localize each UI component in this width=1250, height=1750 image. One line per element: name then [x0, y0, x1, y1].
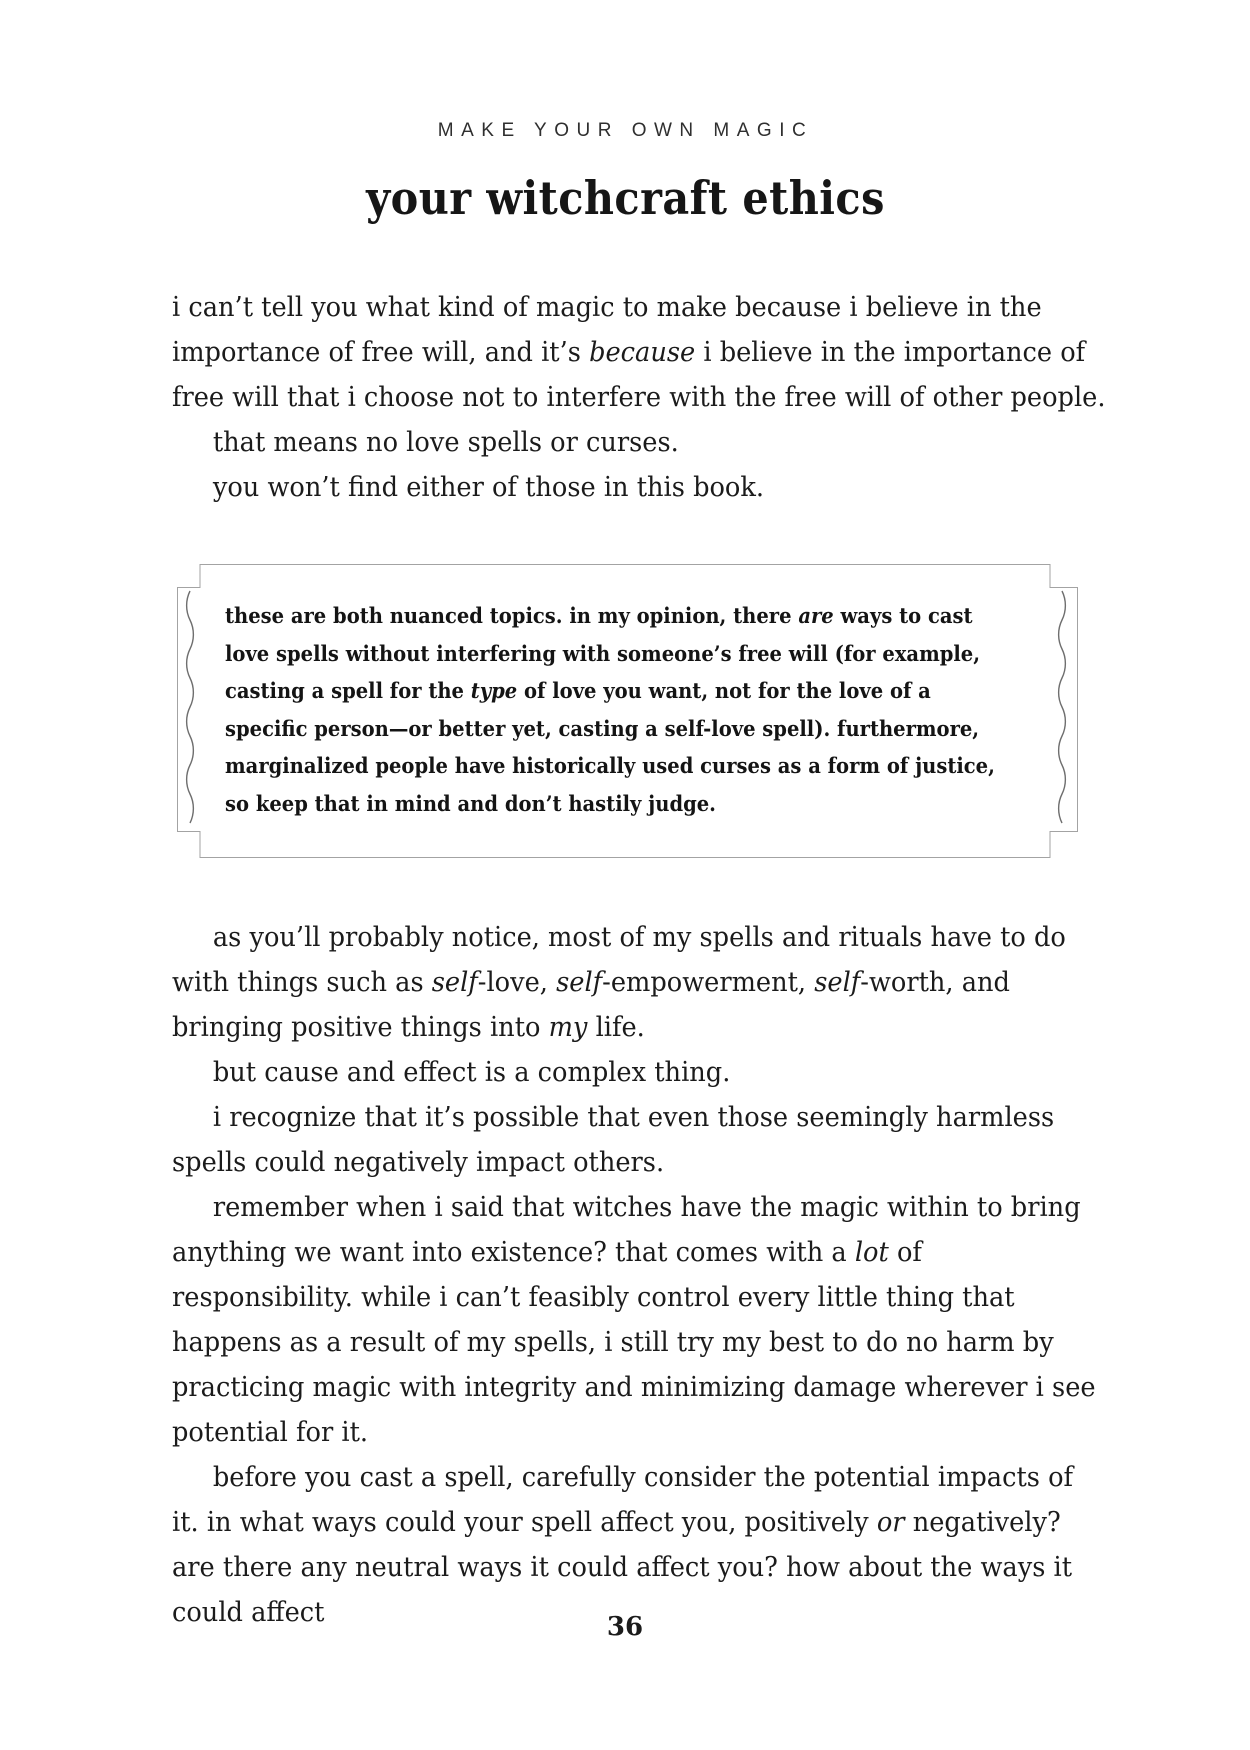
text-run: -love, — [477, 967, 557, 998]
text-run: of responsibility. while i can’t feasibly control every little thing that happens as a result of my spells, i still try my best to do no harm by practicing magic with integrity and minimizing damage wherever i see potential for it. — [172, 1237, 1096, 1448]
italic-text: or — [876, 1507, 905, 1538]
text-run: i can’t tell you what kind of magic to make because i believe in the importance of free will, and it’s — [172, 292, 1042, 368]
italic-text: self — [814, 967, 861, 998]
callout-box — [172, 564, 1107, 858]
text-run: as you’ll probably notice, most of my spells and rituals have to do with things such as — [172, 922, 1066, 998]
text-run: these are both nuanced topics. in my opinion, there — [225, 603, 799, 628]
text-run: -worth, and bringing positive things into — [172, 967, 1010, 1043]
text-run: you won’t find either of those in this book. — [212, 472, 765, 503]
body-paragraph — [172, 1455, 1107, 1635]
text-run: life. — [587, 1012, 645, 1043]
callout-text — [225, 597, 1017, 822]
squiggle-right-decoration — [1059, 591, 1066, 823]
body-paragraph — [172, 285, 1107, 420]
text-run: ways to cast love spells without interfering with someone’s free will (for example, casting a spell for the — [225, 603, 981, 703]
italic-text: type — [470, 678, 518, 703]
body-paragraph — [172, 1095, 1107, 1185]
closing-paragraphs — [172, 915, 1107, 1635]
page-title: your witchcraft ethics — [366, 171, 885, 225]
text-run: -empowerment, — [602, 967, 815, 998]
running-head: MAKE YOUR OWN MAGIC — [437, 120, 814, 141]
body-paragraph — [172, 1050, 1107, 1095]
text-run: i recognize that it’s possible that even those seemingly harmless spells could negatively impact others. — [172, 1102, 1055, 1178]
italic-text: because — [589, 337, 696, 368]
italic-text: self — [431, 967, 478, 998]
text-run: before you cast a spell, carefully consider the potential impacts of it. in what ways could your spell affect you, positively — [172, 1462, 1074, 1538]
text-run: but cause and effect is a complex thing. — [212, 1057, 731, 1088]
italic-text: lot — [854, 1237, 889, 1268]
text-run: that means no love spells or curses. — [212, 427, 679, 458]
text-run: of love you want, not for the love of a specific person—or better yet, casting a self-love spell). furthermore, marginalized people have historically used curses as a form of justice, so keep that in mind and don’t hastily judge. — [225, 678, 995, 816]
text-run: negatively? are there any neutral ways it could affect you? how about the ways it could affect — [172, 1507, 1073, 1628]
body-paragraph — [172, 915, 1107, 1050]
text-run: i believe in the importance of free will that i choose not to interfere with the free will of other people. — [172, 337, 1106, 413]
page-number: 36 — [606, 1612, 644, 1642]
italic-text: my — [548, 1012, 588, 1043]
body-paragraph — [172, 465, 1107, 510]
intro-paragraphs — [172, 285, 1107, 510]
squiggle-left-decoration — [187, 591, 194, 823]
text-run: remember when i said that witches have the magic within to bring anything we want into existence? that comes with a — [172, 1192, 1081, 1268]
text-column — [172, 0, 1107, 1635]
italic-text: self — [556, 967, 603, 998]
italic-text: are — [798, 603, 834, 628]
body-paragraph — [172, 1185, 1107, 1455]
body-paragraph — [172, 420, 1107, 465]
